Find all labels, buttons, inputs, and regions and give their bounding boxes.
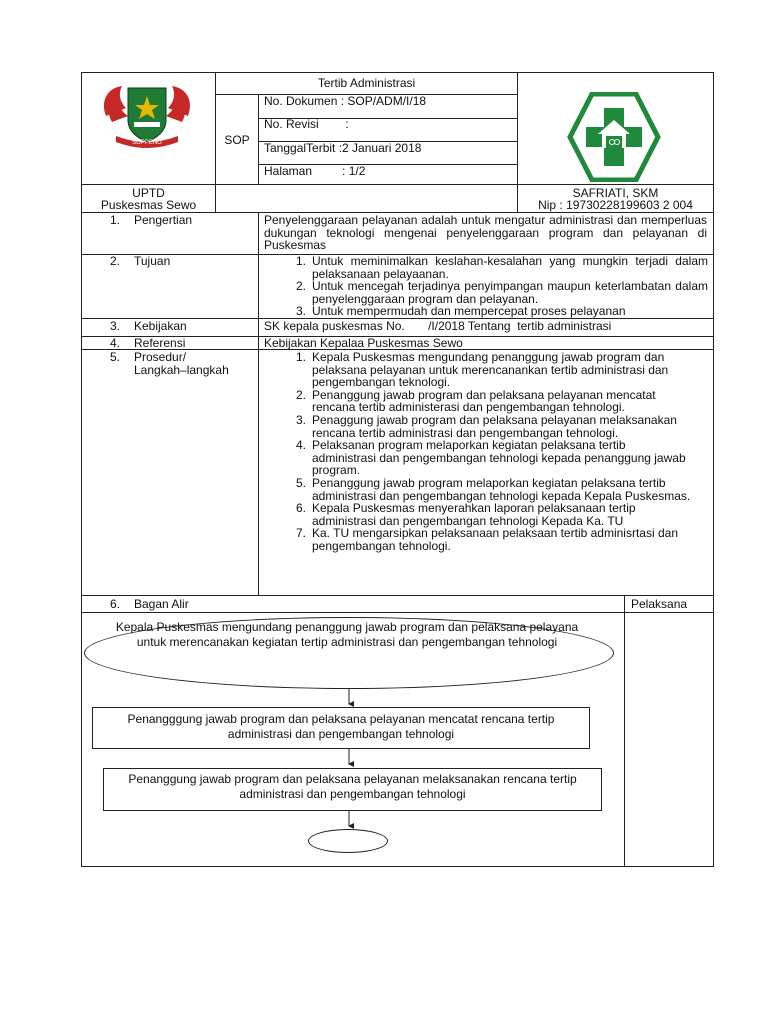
document-title: Tertib Administrasi	[317, 76, 416, 90]
no-revisi: No. Revisi :	[264, 117, 349, 131]
list-number: 1.	[295, 254, 306, 268]
unit-name-line1: UPTD	[132, 186, 165, 200]
pengertian-text: Penyelenggaraan pelayanan adalah untuk mengatur administrasi dan memperluas dukungan teknologi mengenai penyelenggaraan program dan pelayanan di Puskesmas	[264, 213, 707, 253]
section-label-kebijakan: Kebijakan	[134, 319, 187, 333]
list-number: 6.	[295, 501, 306, 516]
list-text: Penaggung jawab program dan pelaksana pelayanan melaksanakan rencana tertib administrasi dan pengembangan tehnologi.	[312, 412, 677, 440]
tanggal-terbit: TanggalTerbit :2 Januari 2018	[264, 141, 422, 155]
section-label-prosedur: Prosedur/	[134, 350, 187, 364]
referensi-text: Kebijakan Kepalaa Puskesmas Sewo	[264, 336, 463, 350]
halaman: Halaman : 1/2	[264, 164, 366, 178]
section-number: 4.	[110, 336, 121, 350]
list-number: 4.	[295, 438, 306, 453]
list-text: Untuk meminimalkan keslahan-kesalahan yang mungkin terjadi dalam pelaksanaan pelayaanan.	[312, 254, 708, 281]
svg-text:SOPPENG: SOPPENG	[132, 140, 162, 146]
list-text: Untuk mempermudah dan mempercepat proses pelayanan	[312, 304, 626, 319]
section-label-langkah: Langkah–langkah	[134, 363, 229, 377]
list-text: Penanggung jawab program dan pelaksana pelayanan mencatat rencana tertib administerasi dan pengembangan tehnologi.	[312, 387, 656, 415]
section-label-referensi: Referensi	[134, 336, 186, 350]
section-number: 2.	[110, 254, 121, 268]
section-label-pengertian: Pengertian	[134, 213, 193, 227]
list-text: Kepala Puskesmas menyerahkan laporan pelaksanaan tertip administrasi dan pengembangan tehnologi Kepada Ka. TU	[312, 501, 636, 528]
list-number: 2.	[295, 279, 306, 294]
section-label-tujuan: Tujuan	[134, 254, 171, 268]
section-label-bagan-alir: Bagan Alir	[134, 597, 189, 611]
flow-step1-text: Kepala Puskesmas mengundang penanggung jawab program dan pelaksana pelayana untuk merencanakan kegiatan tertip administrasi dan pengembangan tehnologi	[115, 620, 579, 649]
flow-end-ellipse	[308, 829, 388, 853]
no-dokumen: No. Dokumen : SOP/ADM/I/18	[264, 94, 427, 108]
unit-name-line2: Puskesmas Sewo	[100, 198, 197, 212]
list-text: Ka. TU mengarsipkan pelaksanaan pelaksaan tertib adminisrtasi dan pengembangan tehnologi.	[312, 526, 678, 553]
kebijakan-text: SK kepala puskesmas No. /I/2018 Tentang tertib administrasi	[264, 319, 612, 333]
list-number: 3.	[295, 304, 306, 319]
pelaksana-header: Pelaksana	[631, 597, 688, 611]
section-number: 3.	[110, 319, 121, 333]
list-text: Kepala Puskesmas mengundang penanggung jawab program dan pelaksana pelayanan untuk merencanankan tertib administrasi dan pengembangan teknologi.	[312, 350, 669, 390]
list-number: 2.	[295, 387, 306, 402]
sop-label: SOP	[224, 133, 250, 147]
list-text: Untuk mencegah terjadinya penyimpangan maupun keterlambatan dalam penyelenggaraan program dan pelayanan.	[312, 279, 708, 306]
list-text: Pelaksanan program melaporkan kegiatan pelaksana tertib administrasi dan pengembangan tehnologi kepada penanggung jawab program.	[312, 438, 686, 478]
list-number: 3.	[295, 412, 306, 427]
section-number: 5.	[110, 350, 121, 364]
signer-name: SAFRIATI, SKM	[572, 186, 659, 200]
section-number: 6.	[110, 597, 121, 611]
flow-step3-box	[103, 768, 602, 811]
list-number: 1.	[295, 350, 306, 364]
list-number: 5.	[295, 475, 306, 490]
flow-step2-box	[92, 707, 590, 749]
flow-step2-text: Penangggung jawab program dan pelaksana pelayanan mencatat rencana tertip administrasi dan pengembangan tehnologi	[127, 712, 555, 741]
section-number: 1.	[110, 213, 121, 227]
list-text: Penanggung jawab program melaporkan kegiatan pelaksana tertib administrasi dan pengembangan tehnologi kepada Kepala Puskesmas.	[312, 475, 691, 503]
list-number: 7.	[295, 526, 306, 541]
flow-step3-text: Penanggung jawab program dan pelaksana pelayanan melaksanakan rencana tertip administrasi dan pengembangan tehnologi	[128, 772, 577, 801]
signer-nip: Nip : 19730228199603 2 004	[538, 198, 693, 212]
